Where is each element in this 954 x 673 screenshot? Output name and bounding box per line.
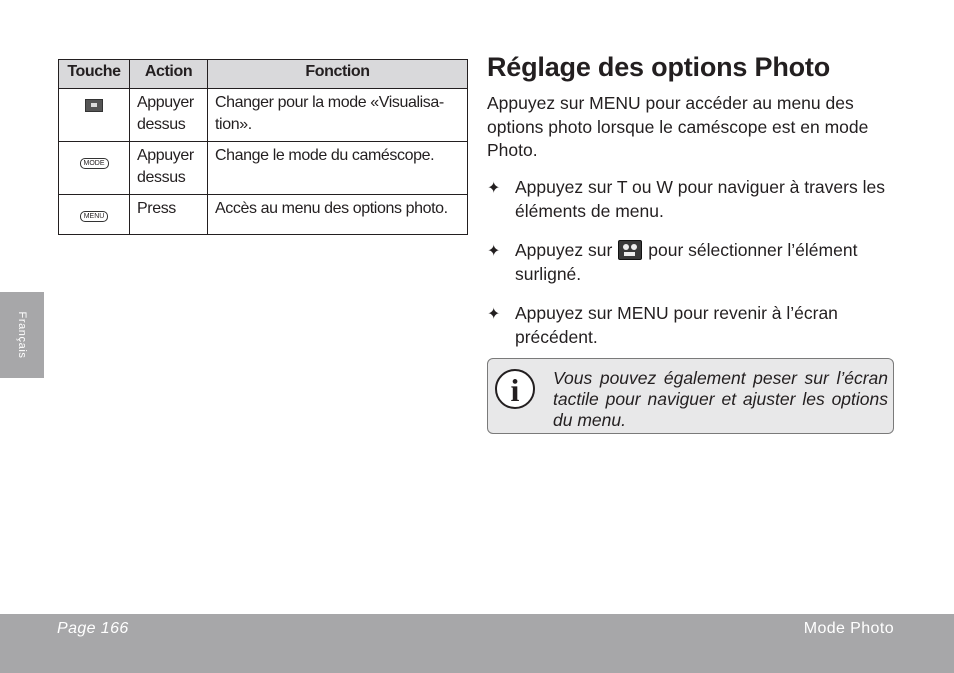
table-header-row (59, 60, 468, 89)
info-icon: i (495, 369, 535, 409)
action-cell: Appuyer dessus (130, 142, 208, 195)
table-row (59, 89, 468, 142)
instruction-list (487, 176, 897, 349)
header-action: Action (130, 60, 208, 89)
table-row (59, 195, 468, 235)
table-row (59, 142, 468, 195)
note-text: Vous pouvez également peser sur l’écran tactile pour naviguer et ajuster les options du menu. (553, 368, 888, 430)
page-number: Page 166 (57, 620, 129, 637)
star-bullet-icon: ✦ (487, 243, 501, 260)
note-box (487, 358, 894, 434)
star-bullet-icon: ✦ (487, 180, 501, 197)
function-cell: Accès au menu des options photo. (208, 195, 468, 235)
footer-bar (0, 614, 954, 673)
list-item (487, 302, 897, 349)
section-name: Mode Photo (803, 620, 894, 637)
action-cell: Appuyer dessus (130, 89, 208, 142)
mode-button-icon: MODE (80, 158, 109, 169)
intro-paragraph: Appuyez sur MENU pour accéder au menu des options photo lorsque le caméscope est en mode Photo. (487, 93, 869, 160)
key-cell (59, 142, 130, 195)
list-item-text: Appuyez sur T ou W pour naviguer à travers les éléments de menu. (515, 177, 885, 221)
menu-button-icon: MENU (80, 211, 109, 222)
list-item-text: Appuyez sur MENU pour revenir à l’écran précédent. (515, 303, 838, 347)
function-cell: Change le mode du caméscope. (208, 142, 468, 195)
list-item-text: pour sélectionner l’élément surligné. (515, 240, 858, 284)
action-cell: Press (130, 195, 208, 235)
star-bullet-icon: ✦ (487, 306, 501, 323)
header-touche: Touche (59, 60, 130, 89)
header-fonction: Fonction (208, 60, 468, 89)
language-tab (0, 292, 44, 378)
list-item-text: Appuyez sur (515, 240, 613, 260)
playback-button-icon (85, 99, 103, 112)
language-tab-label: Français (16, 311, 28, 359)
key-cell (59, 89, 130, 142)
list-item (487, 176, 897, 223)
key-cell (59, 195, 130, 235)
page-title: Réglage des options Photo (487, 52, 831, 82)
camera-record-button-icon (618, 240, 642, 260)
key-function-table (58, 59, 468, 235)
function-cell: Changer pour la mode «Visualisa-tion». (208, 89, 468, 142)
list-item (487, 239, 897, 286)
